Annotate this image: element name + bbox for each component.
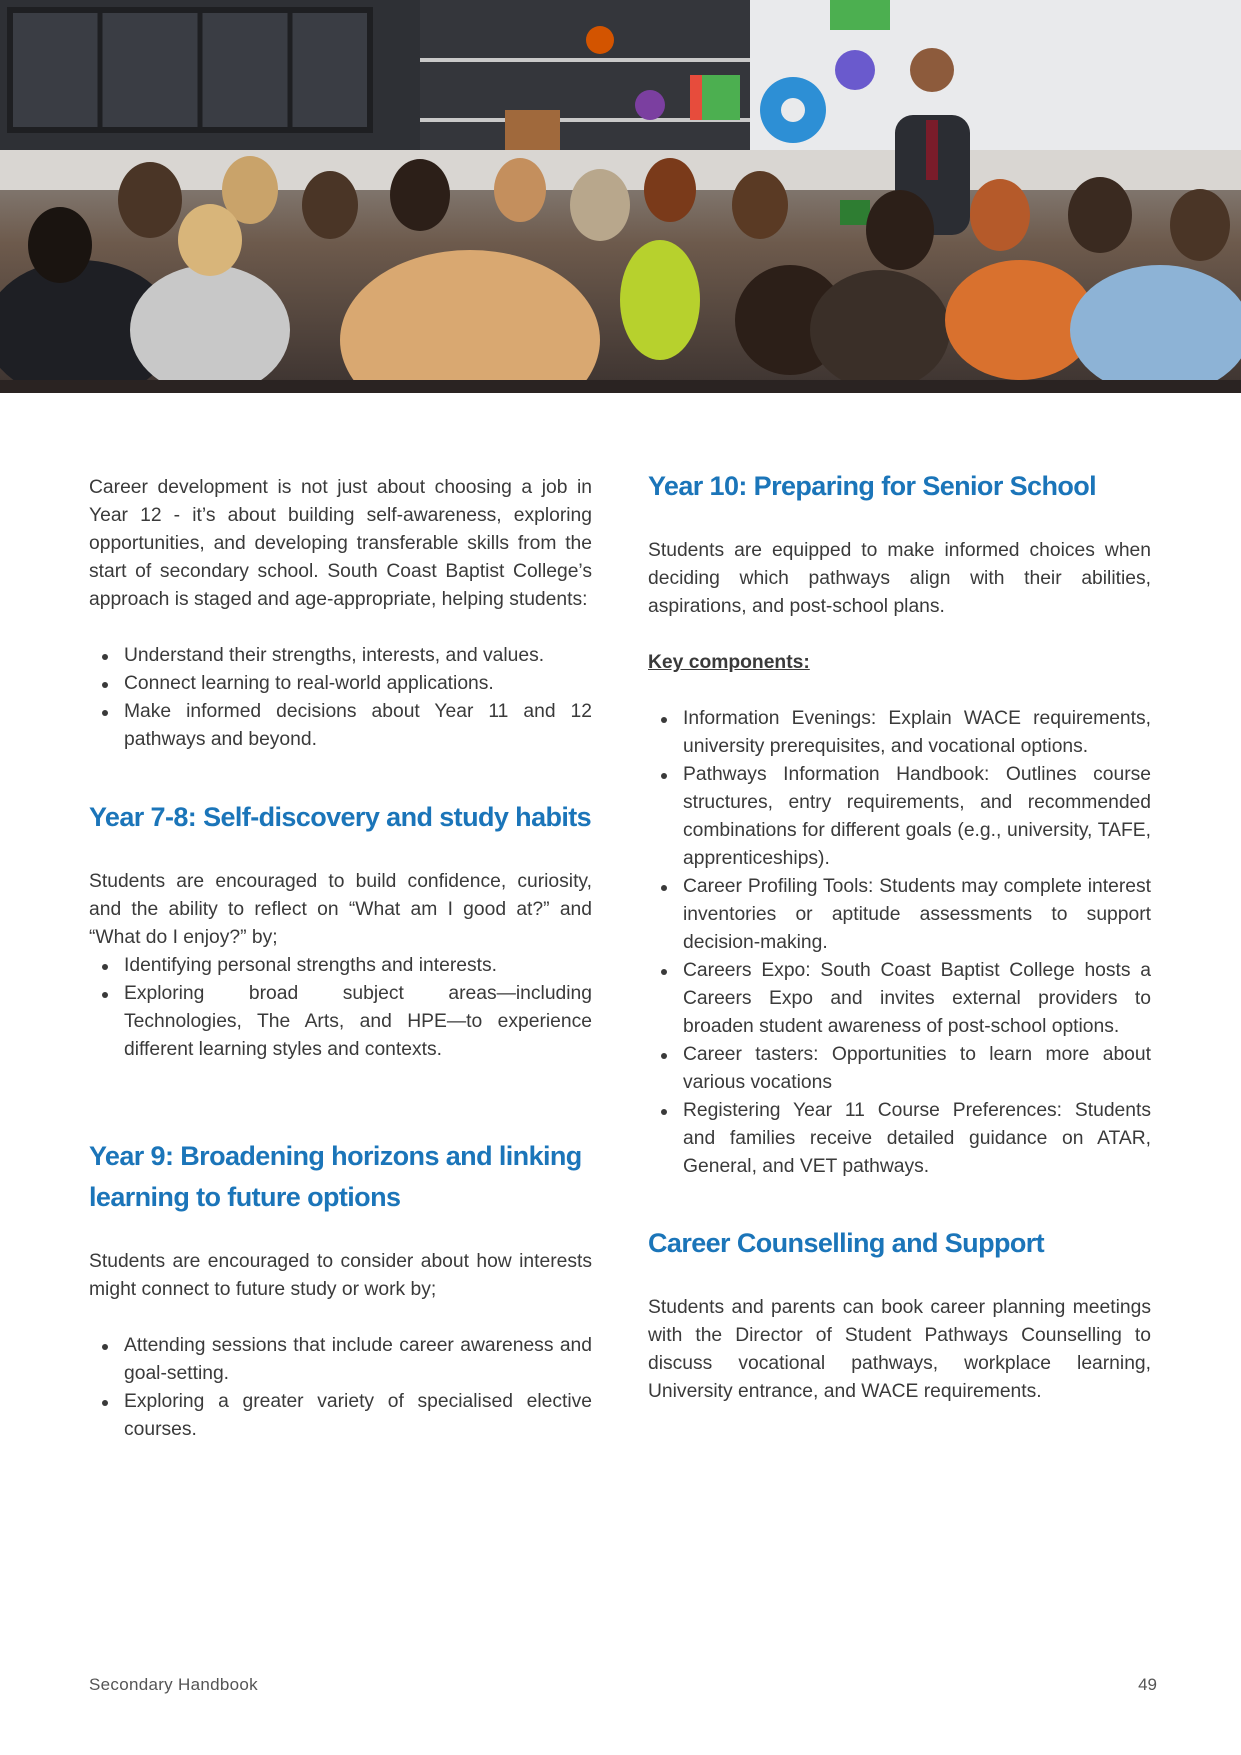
year78-heading: Year 7-8: Self-discovery and study habits (89, 802, 592, 832)
list-item: Information Evenings: Explain WACE requirements, university prerequisites, and vocational options. (683, 705, 1151, 761)
list-item: Pathways Information Handbook: Outlines course structures, entry requirements, and recommended combinations for different goals (e.g., university, TAFE, apprenticeships). (683, 761, 1151, 873)
year10-text: Students are equipped to make informed choices when deciding which pathways align with their abilities, aspirations, and post-school plans. (648, 540, 1151, 617)
intro-bullet-list (89, 642, 592, 754)
list-item: Exploring a greater variety of specialised elective courses. (124, 1388, 592, 1444)
year9-heading: Year 9: Broadening horizons and linking learning to future options (89, 1141, 582, 1212)
list-item: Make informed decisions about Year 11 and 12 pathways and beyond. (124, 698, 592, 754)
list-item: Career tasters: Opportunities to learn more about various vocations (683, 1041, 1151, 1097)
footer-title: Secondary Handbook (89, 1675, 258, 1694)
list-item: Exploring broad subject areas—including Technologies, The Arts, and HPE—to experience different learning styles and contexts. (124, 980, 592, 1064)
list-item: Connect learning to real-world applications. (124, 670, 592, 698)
list-item: Careers Expo: South Coast Baptist College hosts a Careers Expo and invites external providers to broaden student awareness of post-school options. (683, 957, 1151, 1041)
year78-bullet-list (89, 952, 592, 1064)
list-item: Attending sessions that include career awareness and goal-setting. (124, 1332, 592, 1388)
list-item: Career Profiling Tools: Students may complete interest inventories or aptitude assessments to support decision-making. (683, 873, 1151, 957)
hero-photo (0, 0, 1241, 393)
counselling-heading: Career Counselling and Support (648, 1228, 1045, 1258)
year10-bullet-list (648, 705, 1151, 1181)
classroom-photo-icon (0, 0, 1241, 393)
list-item: Understand their strengths, interests, and values. (124, 642, 592, 670)
year78-text: Students are encouraged to build confidence, curiosity, and the ability to reflect on “What am I good at?” and “What do I enjoy?” by; (89, 871, 592, 948)
intro-text: Career development is not just about choosing a job in Year 12 - it’s about building self-awareness, exploring opportunities, and developing transferable skills from the start of secondary school. South Coast Baptist College’s approach is staged and age-appropriate, helping students: (89, 477, 592, 610)
right-column (648, 471, 1151, 1406)
counselling-text: Students and parents can book career planning meetings with the Director of Student Pathways Counselling to discuss vocational pathways, workplace learning, University entrance, and WACE requirements. (648, 1297, 1151, 1402)
year10-heading: Year 10: Preparing for Senior School (648, 471, 1097, 501)
left-column (89, 474, 592, 1444)
year9-bullet-list (89, 1332, 592, 1444)
list-item: Registering Year 11 Course Preferences: Students and families receive detailed guidance on ATAR, General, and VET pathways. (683, 1097, 1151, 1181)
page-number: 49 (1138, 1675, 1157, 1694)
year9-text: Students are encouraged to consider about how interests might connect to future study or work by; (89, 1251, 592, 1300)
list-item: Identifying personal strengths and interests. (124, 952, 592, 980)
key-components-label: Key components: (648, 652, 810, 673)
